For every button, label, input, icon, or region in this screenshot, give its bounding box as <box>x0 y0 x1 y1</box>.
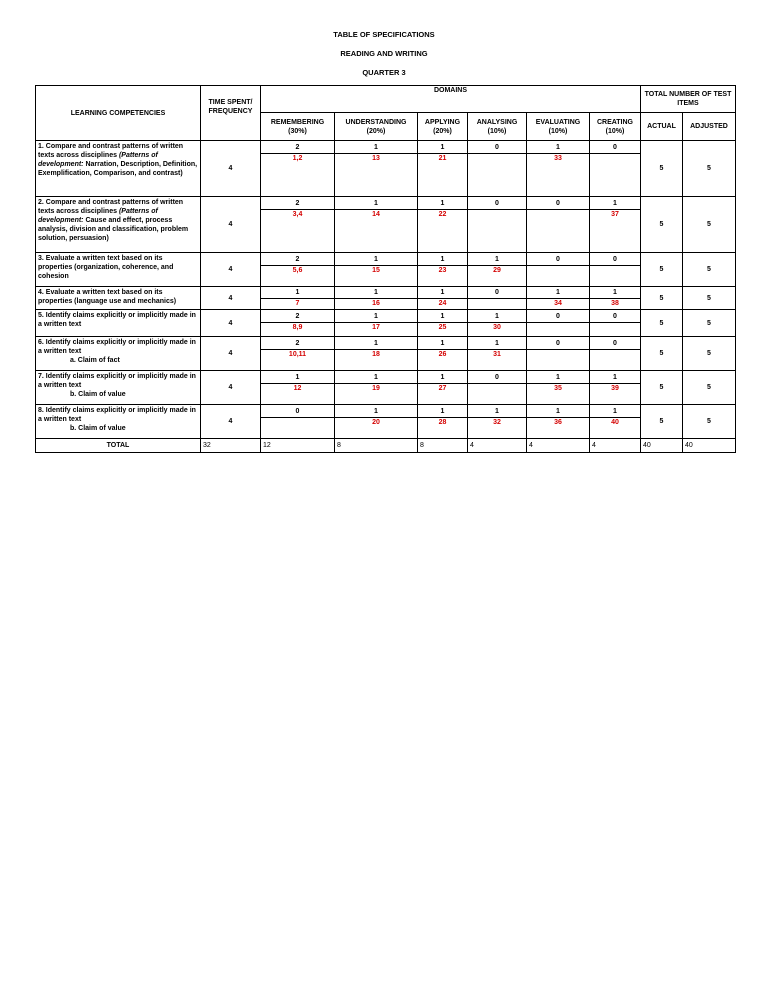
domain-count-cell: 2 <box>261 253 335 266</box>
total-actual-cell: 40 <box>641 439 683 453</box>
time-cell: 4 <box>201 310 261 337</box>
domain-count-cell: 1 <box>335 287 418 299</box>
item-number-cell: 19 <box>335 384 418 405</box>
item-number-cell: 39 <box>590 384 641 405</box>
item-number-cell <box>590 323 641 337</box>
adjusted-cell: 5 <box>683 337 736 371</box>
domain-count-cell: 0 <box>527 337 590 350</box>
domain-count-cell: 1 <box>418 253 468 266</box>
domain-count-cell: 1 <box>590 405 641 418</box>
total-analysing-cell: 4 <box>468 439 527 453</box>
actual-cell: 5 <box>641 371 683 405</box>
domain-count-cell: 0 <box>527 310 590 323</box>
competency-text: 6. Identify claims explicitly or implicitly made in a written text <box>38 339 196 355</box>
domain-count-cell: 1 <box>418 141 468 154</box>
total-applying-cell: 8 <box>418 439 468 453</box>
item-number-cell: 35 <box>527 384 590 405</box>
competency-cell <box>36 253 201 287</box>
domain-count-cell: 0 <box>590 310 641 323</box>
item-number-cell: 3,4 <box>261 210 335 253</box>
header-creating: CREATING (10%) <box>590 113 641 141</box>
item-number-cell <box>590 154 641 197</box>
item-number-cell: 21 <box>418 154 468 197</box>
item-number-cell: 12 <box>261 384 335 405</box>
item-number-cell: 34 <box>527 299 590 310</box>
time-cell: 4 <box>201 371 261 405</box>
total-label-cell: TOTAL <box>36 439 201 453</box>
competency-text: 5. Identify claims explicitly or implicitly made in a written text <box>38 312 196 328</box>
domain-count-cell: 1 <box>527 405 590 418</box>
header-understanding: UNDERSTANDING (20%) <box>335 113 418 141</box>
header-domains: DOMAINS <box>261 86 641 113</box>
actual-cell: 5 <box>641 141 683 197</box>
item-number-cell <box>261 418 335 439</box>
domain-count-cell: 1 <box>590 371 641 384</box>
totals-row <box>36 439 736 453</box>
time-cell: 4 <box>201 253 261 287</box>
competency-text: Cause and effect, process analysis, division and classification, problem solution, persuasion) <box>38 217 189 242</box>
total-understanding-cell: 8 <box>335 439 418 453</box>
time-cell: 4 <box>201 197 261 253</box>
adjusted-cell: 5 <box>683 310 736 337</box>
time-cell: 4 <box>201 287 261 310</box>
domain-count-cell: 1 <box>261 371 335 384</box>
domain-count-cell: 1 <box>261 287 335 299</box>
item-number-cell: 7 <box>261 299 335 310</box>
quarter-title: QUARTER 3 <box>362 68 406 77</box>
item-number-cell: 16 <box>335 299 418 310</box>
domain-count-cell: 1 <box>418 197 468 210</box>
domain-count-cell: 1 <box>335 337 418 350</box>
actual-cell: 5 <box>641 337 683 371</box>
domain-count-cell: 1 <box>335 197 418 210</box>
item-number-cell: 33 <box>527 154 590 197</box>
competency-italic: (Patterns of development: <box>38 152 158 168</box>
domain-count-cell: 1 <box>418 337 468 350</box>
table-row <box>36 287 736 299</box>
competency-text: 2. Compare and contrast patterns of written texts across disciplines <box>38 199 184 215</box>
domain-count-cell: 1 <box>418 405 468 418</box>
competency-italic: (Patterns of development: <box>38 208 158 224</box>
total-adjusted-cell: 40 <box>683 439 736 453</box>
domain-count-cell: 0 <box>590 141 641 154</box>
domain-count-cell: 1 <box>468 310 527 323</box>
domain-count-cell: 1 <box>335 141 418 154</box>
item-number-cell: 14 <box>335 210 418 253</box>
item-number-cell: 15 <box>335 266 418 287</box>
adjusted-cell: 5 <box>683 253 736 287</box>
item-number-cell <box>590 350 641 371</box>
item-number-cell: 26 <box>418 350 468 371</box>
item-number-cell: 13 <box>335 154 418 197</box>
domain-count-cell: 2 <box>261 310 335 323</box>
item-number-cell <box>527 350 590 371</box>
item-number-cell: 17 <box>335 323 418 337</box>
domain-count-cell: 1 <box>335 405 418 418</box>
item-number-cell: 1,2 <box>261 154 335 197</box>
domain-count-cell: 1 <box>590 287 641 299</box>
header-total-items: TOTAL NUMBER OF TEST ITEMS <box>641 86 736 113</box>
table-row <box>36 405 736 418</box>
actual-cell: 5 <box>641 253 683 287</box>
header-competencies: LEARNING COMPETENCIES <box>36 86 201 141</box>
competency-text: 3. Evaluate a written text based on its properties (organization, coherence, and cohesion <box>38 255 174 280</box>
item-number-cell: 40 <box>590 418 641 439</box>
item-number-cell <box>527 323 590 337</box>
time-cell: 4 <box>201 405 261 439</box>
item-number-cell: 22 <box>418 210 468 253</box>
item-number-cell: 20 <box>335 418 418 439</box>
domain-count-cell: 0 <box>527 253 590 266</box>
domain-count-cell: 0 <box>590 253 641 266</box>
domain-count-cell: 2 <box>261 141 335 154</box>
document-title: TABLE OF SPECIFICATIONS <box>333 30 435 39</box>
total-remembering-cell: 12 <box>261 439 335 453</box>
item-number-cell <box>468 299 527 310</box>
domain-count-cell: 1 <box>527 141 590 154</box>
table-row <box>36 371 736 384</box>
document-titles <box>0 29 768 86</box>
item-number-cell <box>527 266 590 287</box>
item-number-cell: 30 <box>468 323 527 337</box>
item-number-cell <box>468 154 527 197</box>
competency-subitem: b. Claim of value <box>70 391 126 398</box>
actual-cell: 5 <box>641 310 683 337</box>
header-evaluating: EVALUATING (10%) <box>527 113 590 141</box>
item-number-cell: 8,9 <box>261 323 335 337</box>
item-number-cell: 29 <box>468 266 527 287</box>
domain-count-cell: 1 <box>468 337 527 350</box>
item-number-cell: 18 <box>335 350 418 371</box>
competency-text: Narration, Description, Definition, Exemplification, Comparison, and contrast) <box>38 161 198 177</box>
header-time: TIME SPENT/ FREQUENCY <box>201 86 261 141</box>
item-number-cell: 5,6 <box>261 266 335 287</box>
table-row <box>36 197 736 210</box>
domain-count-cell: 0 <box>261 405 335 418</box>
specifications-table <box>35 85 736 453</box>
header-applying: APPLYING (20%) <box>418 113 468 141</box>
domain-count-cell: 1 <box>527 371 590 384</box>
adjusted-cell: 5 <box>683 197 736 253</box>
competency-cell <box>36 337 201 371</box>
item-number-cell: 10,11 <box>261 350 335 371</box>
header-actual: ACTUAL <box>641 113 683 141</box>
item-number-cell: 28 <box>418 418 468 439</box>
domain-count-cell: 1 <box>418 371 468 384</box>
total-time-cell: 32 <box>201 439 261 453</box>
competency-cell <box>36 371 201 405</box>
actual-cell: 5 <box>641 287 683 310</box>
item-number-cell: 27 <box>418 384 468 405</box>
competency-cell <box>36 310 201 337</box>
domain-count-cell: 0 <box>468 197 527 210</box>
item-number-cell: 32 <box>468 418 527 439</box>
domain-count-cell: 1 <box>418 287 468 299</box>
subject-title: READING AND WRITING <box>340 49 428 58</box>
item-number-cell <box>468 384 527 405</box>
domain-count-cell: 2 <box>261 337 335 350</box>
header-adjusted: ADJUSTED <box>683 113 736 141</box>
competency-subitem: b. Claim of value <box>70 425 126 432</box>
domain-count-cell: 0 <box>468 287 527 299</box>
table-row <box>36 253 736 266</box>
competency-text: 7. Identify claims explicitly or implicitly made in a written text <box>38 373 196 389</box>
item-number-cell: 31 <box>468 350 527 371</box>
item-number-cell <box>527 210 590 253</box>
domain-count-cell: 1 <box>335 371 418 384</box>
table-row <box>36 141 736 154</box>
item-number-cell: 38 <box>590 299 641 310</box>
time-cell: 4 <box>201 141 261 197</box>
domain-count-cell: 1 <box>527 287 590 299</box>
competency-cell <box>36 141 201 197</box>
adjusted-cell: 5 <box>683 371 736 405</box>
domain-count-cell: 1 <box>468 405 527 418</box>
item-number-cell <box>590 266 641 287</box>
item-number-cell <box>468 210 527 253</box>
competency-cell <box>36 287 201 310</box>
competency-text: 1. Compare and contrast patterns of written texts across disciplines <box>38 143 184 159</box>
domain-count-cell: 2 <box>261 197 335 210</box>
actual-cell: 5 <box>641 405 683 439</box>
table-row <box>36 310 736 323</box>
competency-cell <box>36 197 201 253</box>
domain-count-cell: 1 <box>335 253 418 266</box>
adjusted-cell: 5 <box>683 287 736 310</box>
table-row <box>36 337 736 350</box>
domain-count-cell: 0 <box>527 197 590 210</box>
actual-cell: 5 <box>641 197 683 253</box>
domain-count-cell: 1 <box>468 253 527 266</box>
item-number-cell: 24 <box>418 299 468 310</box>
domain-count-cell: 1 <box>335 310 418 323</box>
domain-count-cell: 1 <box>418 310 468 323</box>
item-number-cell: 23 <box>418 266 468 287</box>
header-remembering: REMEMBERING (30%) <box>261 113 335 141</box>
item-number-cell: 36 <box>527 418 590 439</box>
competency-text: 4. Evaluate a written text based on its properties (language use and mechanics) <box>38 289 177 305</box>
adjusted-cell: 5 <box>683 141 736 197</box>
item-number-cell: 37 <box>590 210 641 253</box>
total-evaluating-cell: 4 <box>527 439 590 453</box>
domain-count-cell: 0 <box>468 371 527 384</box>
competency-cell <box>36 405 201 439</box>
item-number-cell: 25 <box>418 323 468 337</box>
adjusted-cell: 5 <box>683 405 736 439</box>
header-analysing: ANALYSING (10%) <box>468 113 527 141</box>
time-cell: 4 <box>201 337 261 371</box>
competency-subitem: a. Claim of fact <box>70 357 120 364</box>
competency-text: 8. Identify claims explicitly or implicitly made in a written text <box>38 407 196 423</box>
domain-count-cell: 0 <box>468 141 527 154</box>
domain-count-cell: 1 <box>590 197 641 210</box>
total-creating-cell: 4 <box>590 439 641 453</box>
domain-count-cell: 0 <box>590 337 641 350</box>
